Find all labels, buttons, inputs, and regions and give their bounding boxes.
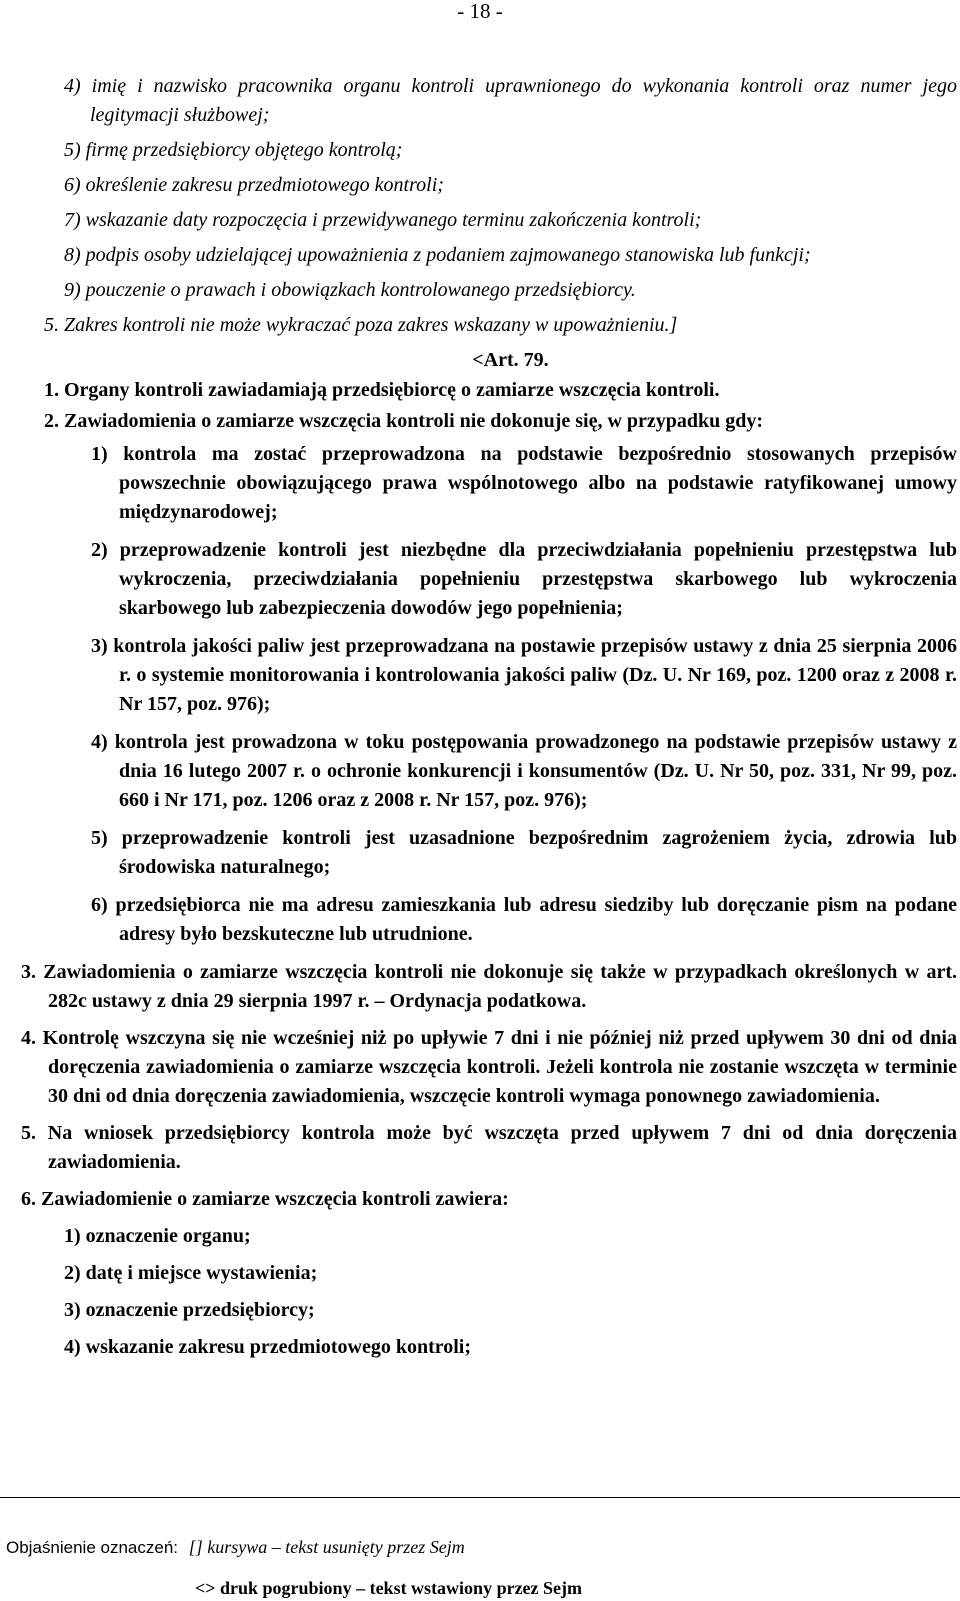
list-item: 4) wskazanie zakresu przedmiotowego kontroli; bbox=[64, 1336, 472, 1358]
list-item: 3) kontrola jakości paliw jest przeprowadzana na postawie przepisów ustawy z dnia 25 sierpnia 2006 r. o systemie monitorowania i kontrolowania jakości paliw (Dz. U. Nr 169, poz. 1200 oraz z 2008 r. Nr 157, poz. 976); bbox=[91, 635, 957, 715]
legend-label: Objaśnienie oznaczeń: bbox=[6, 1538, 179, 1557]
legend-bold-note: <> druk pogrubiony – tekst wstawiony przez Sejm bbox=[195, 1578, 583, 1598]
list-item: 6) określenie zakresu przedmiotowego kontroli; bbox=[64, 174, 444, 196]
list-item: 7) wskazanie daty rozpoczęcia i przewidywanego terminu zakończenia kontroli; bbox=[64, 209, 702, 231]
paragraph-3: 3. Zawiadomienia o zamiarze wszczęcia kontroli nie dokonuje się także w przypadkach określonych w art. 282c ustawy z dnia 29 sierpnia 1997 r. – Ordynacja podatkowa. bbox=[21, 961, 957, 1012]
list-item: 4) kontrola jest prowadzona w toku postępowania prowadzonego na podstawie przepisów ustawy z dnia 16 lutego 2007 r. o ochronie konkurencji i konsumentów (Dz. U. Nr 50, poz. 331, Nr 99, poz. 660 i Nr 171, poz. 1206 oraz z 2008 r. Nr 157, poz. 976); bbox=[91, 731, 957, 811]
list-item: 2) datę i miejsce wystawienia; bbox=[64, 1262, 318, 1284]
paragraph-1: 1. Organy kontroli zawiadamiają przedsiębiorcę o zamiarze wszczęcia kontroli. bbox=[44, 379, 720, 401]
list-item: 3) oznaczenie przedsiębiorcy; bbox=[64, 1299, 315, 1321]
list-item: 2) przeprowadzenie kontroli jest niezbędne dla przeciwdziałania popełnieniu przestępstwa lub wykroczenia, przeciwdziałania popełnieniu przestępstwa skarbowego lub wykroczenia skarbowego lub zabezpieczenia dowodów jego popełnienia; bbox=[91, 539, 957, 619]
list-item: 9) pouczenie o prawach i obowiązkach kontrolowanego przedsiębiorcy. bbox=[64, 279, 636, 301]
list-item: 1) kontrola ma zostać przeprowadzona na podstawie bezpośrednio stosowanych przepisów powszechnie obowiązującego prawa wspólnotowego albo na podstawie ratyfikowanej umowy międzynarodowej; bbox=[91, 443, 957, 523]
italic-items bbox=[64, 72, 957, 305]
list-item: 8) podpis osoby udzielającej upoważnienia z podaniem zajmowanego stanowiska lub funkcji; bbox=[64, 244, 811, 266]
footer-divider bbox=[0, 1497, 960, 1498]
legend-italic-note: [] kursywa – tekst usunięty przez Sejm bbox=[188, 1537, 465, 1557]
list-item: 4) imię i nazwisko pracownika organu kontroli uprawnionego do wykonania kontroli oraz numer jego legitymacji służbowej; bbox=[64, 75, 957, 126]
list-item: 6) przedsiębiorca nie ma adresu zamieszkania lub adresu siedziby lub doręczanie pism na podane adresy było bezskuteczne lub utrudnione. bbox=[91, 894, 957, 945]
list-item: 1) oznaczenie organu; bbox=[64, 1225, 251, 1247]
paragraph-4: 4. Kontrolę wszczyna się nie wcześniej niż po upływie 7 dni i nie później niż przed upływem 30 dni od dnia doręczenia zawiadomienia o zamiarze wszczęcia kontroli. Jeżeli kontrola nie zostanie wszczęta w terminie 30 dni od dnia doręczenia zawiadomienia, wszczęcie kontroli wymaga ponownego zawiadomienia. bbox=[21, 1027, 957, 1107]
list-item: 5) przeprowadzenie kontroli jest uzasadnione bezpośrednim zagrożeniem życia, zdrowia lub środowiska naturalnego; bbox=[91, 827, 957, 878]
paragraph-2-list bbox=[64, 440, 957, 949]
document-body bbox=[21, 72, 957, 1362]
paragraph-2-intro: 2. Zawiadomienia o zamiarze wszczęcia kontroli nie dokonuje się, w przypadku gdy: bbox=[44, 410, 764, 432]
paragraph-6-intro: 6. Zawiadomienie o zamiarze wszczęcia kontroli zawiera: bbox=[21, 1188, 509, 1210]
list-item: 5) firmę przedsiębiorcy objętego kontrolą; bbox=[64, 139, 403, 161]
paragraph-5: 5. Na wniosek przedsiębiorcy kontrola może być wszczęta przed upływem 7 dni od dnia doręczenia zawiadomienia. bbox=[21, 1122, 957, 1173]
paragraph-6-list bbox=[64, 1222, 957, 1362]
page-number: - 18 - bbox=[457, 0, 503, 23]
italic-paragraph-5: 5. Zakres kontroli nie może wykraczać poza zakres wskazany w upoważnieniu.] bbox=[44, 314, 678, 336]
article-heading: <Art. 79. bbox=[472, 349, 549, 371]
legend-line-1 bbox=[6, 1537, 465, 1558]
